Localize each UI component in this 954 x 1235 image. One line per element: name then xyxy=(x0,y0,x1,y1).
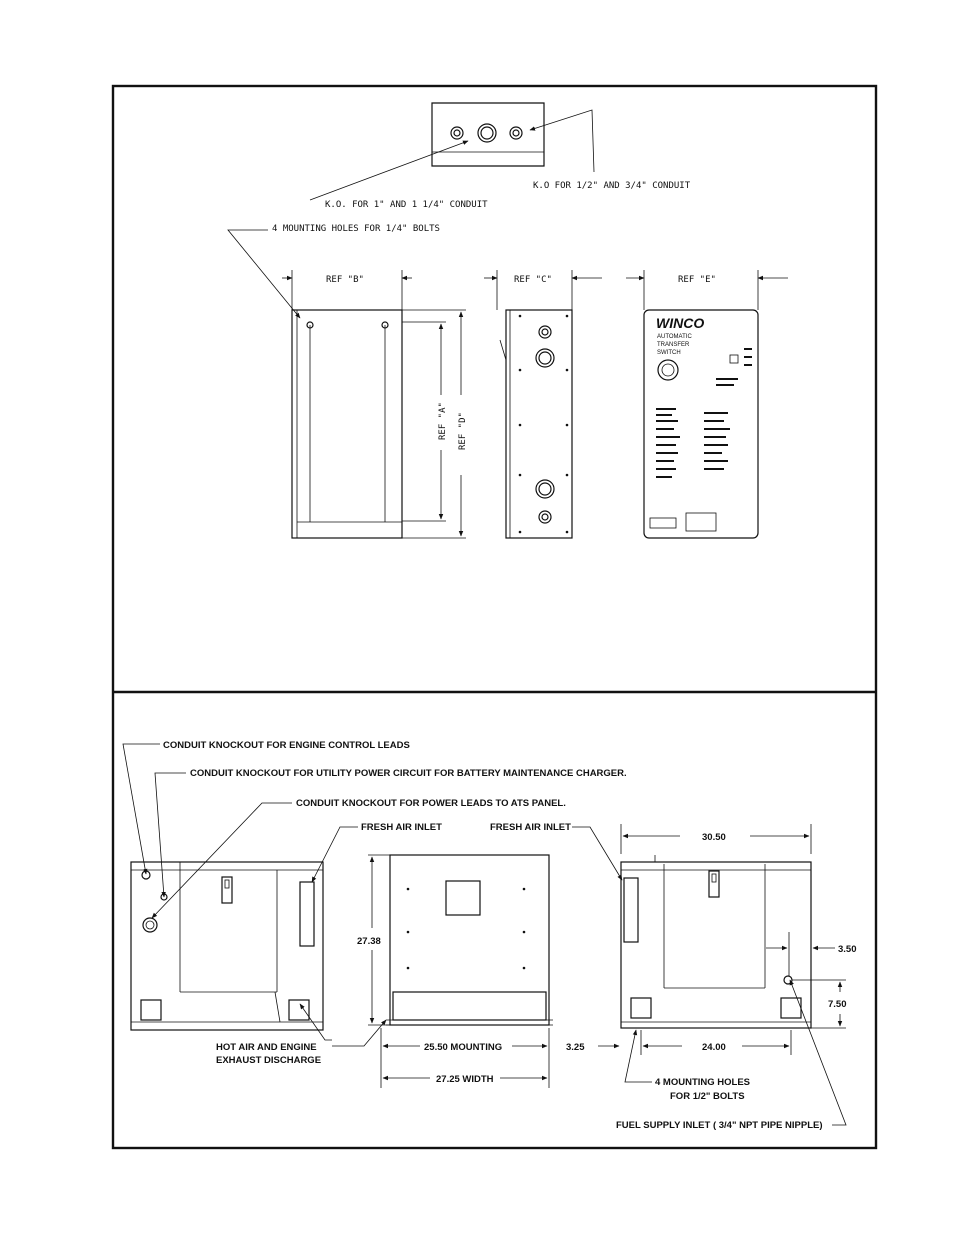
genset-left-view xyxy=(131,862,323,1030)
fuel-inlet-label: FUEL SUPPLY INLET ( 3/4" NPT PIPE NIPPLE) xyxy=(616,1120,823,1131)
utility-power-label: CONDUIT KNOCKOUT FOR UTILITY POWER CIRCUIT FOR BATTERY MAINTENANCE CHARGER. xyxy=(190,768,627,779)
genset-front-view xyxy=(386,855,553,1025)
hot-air-line1: HOT AIR AND ENGINE xyxy=(216,1042,317,1053)
engine-control-label: CONDUIT KNOCKOUT FOR ENGINE CONTROL LEADS xyxy=(163,740,410,751)
dim-width-label: 27.25 WIDTH xyxy=(436,1074,494,1085)
ref-e-label: REF "E" xyxy=(678,275,716,285)
mounting-holes-line2: FOR 1/2" BOLTS xyxy=(670,1091,745,1102)
genset-right-view xyxy=(621,855,811,1028)
panel-fine-print xyxy=(656,348,752,478)
mounting-holes-label: 4 MOUNTING HOLES FOR 1/4" BOLTS xyxy=(272,224,440,234)
panel-title-line1: AUTOMATIC xyxy=(657,334,692,340)
dim-3-25-label: 3.25 xyxy=(566,1042,585,1053)
dim-7-50-label: 7.50 xyxy=(828,999,847,1010)
ko-large-label: K.O. FOR 1" AND 1 1/4" CONDUIT xyxy=(325,200,488,210)
panel-title-line2: TRANSFER xyxy=(657,342,690,348)
dim-height-label: 27.38 xyxy=(357,936,381,947)
ko-small-label: K.O FOR 1/2" AND 3/4" CONDUIT xyxy=(533,181,691,191)
dim-3-50-label: 3.50 xyxy=(838,944,857,955)
fresh-air-left-label: FRESH AIR INLET xyxy=(361,822,442,833)
dim-24-00-label: 24.00 xyxy=(702,1042,726,1053)
dim-30-50-label: 30.50 xyxy=(702,832,726,843)
panel-title-line3: SWITCH xyxy=(657,350,681,356)
ats-leaders xyxy=(228,110,594,318)
ref-c-label: REF "C" xyxy=(514,275,552,285)
ats-panel-face xyxy=(626,270,788,538)
winco-logo: WINCO xyxy=(656,315,705,331)
drawing-frame xyxy=(113,86,876,1148)
mounting-holes-line1: 4 MOUNTING HOLES xyxy=(655,1077,751,1088)
fresh-air-right-label: FRESH AIR INLET xyxy=(490,822,571,833)
ats-front-view xyxy=(484,270,602,538)
hot-air-line2: EXHAUST DISCHARGE xyxy=(216,1055,322,1066)
ats-top-view xyxy=(432,103,544,166)
genset-front-dimensions xyxy=(368,855,549,1088)
ref-b-label: REF "B" xyxy=(326,275,364,285)
ref-a-label: REF "A" xyxy=(438,402,448,440)
dim-mounting-label: 25.50 MOUNTING xyxy=(424,1042,503,1053)
ats-power-label: CONDUIT KNOCKOUT FOR POWER LEADS TO ATS PANEL. xyxy=(296,798,566,809)
genset-right-dimensions xyxy=(598,824,846,1055)
ref-d-label: REF "D" xyxy=(458,412,468,450)
